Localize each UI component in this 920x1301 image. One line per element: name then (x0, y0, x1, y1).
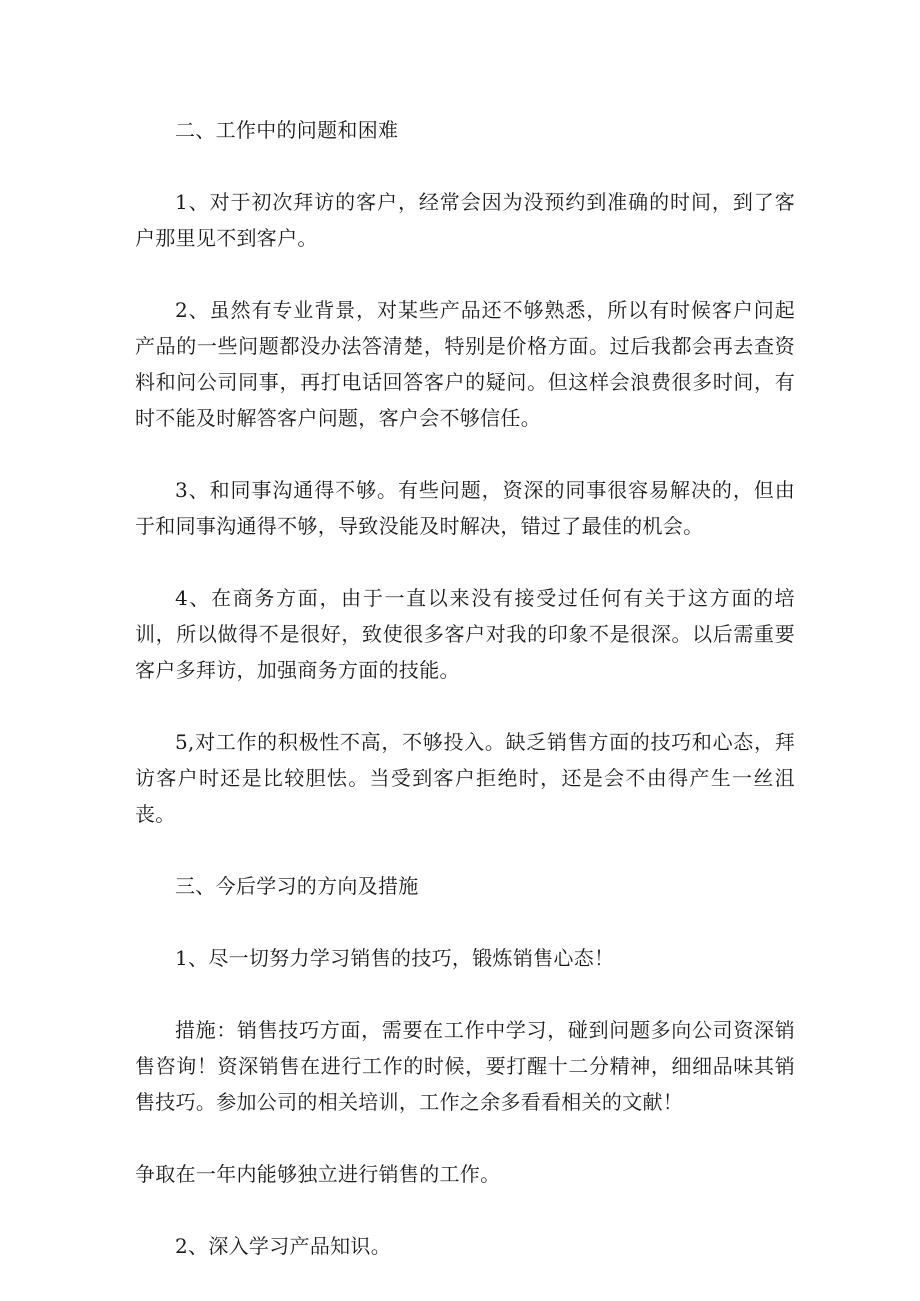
problem-item-1: 1、对于初次拜访的客户，经常会因为没预约到准确的时间，到了客户那里见不到客户。 (135, 190, 795, 250)
measures-paragraph: 措施：销售技巧方面，需要在工作中学习，碰到问题多向公司资深销售咨询！资深销售在进行工作的时候，要打醒十二分精神，细细品味其销售技巧。参加公司的相关培训，工作之余多看看相关的文献！ (135, 1018, 795, 1114)
problem-item-5: 5,对工作的积极性不高，不够投入。缺乏销售方面的技巧和心态，拜访客户时还是比较胆怯。当受到客户拒绝时，还是会不由得产生一丝沮丧。 (135, 730, 795, 826)
section-heading-learning: 三、今后学习的方向及措施 (175, 874, 419, 898)
learning-item-2: 2、深入学习产品知识。 (175, 1234, 392, 1258)
document-body (135, 112, 795, 1300)
problem-item-3: 3、和同事沟通得不够。有些问题，资深的同事很容易解决的，但由于和同事沟通得不够，导致没能及时解决，错过了最佳的机会。 (135, 478, 795, 538)
goal-paragraph: 争取在一年内能够独立进行销售的工作。 (135, 1162, 501, 1186)
problem-item-2: 2、虽然有专业背景，对某些产品还不够熟悉，所以有时候客户问起产品的一些问题都没办法答清楚，特别是价格方面。过后我都会再去查资料和问公司同事，再打电话回答客户的疑问。但这样会浪费很多时间，有时不能及时解答客户问题，客户会不够信任。 (135, 298, 795, 430)
problem-item-4: 4、在商务方面，由于一直以来没有接受过任何有关于这方面的培训，所以做得不是很好，致使很多客户对我的印象不是很深。以后需重要客户多拜访，加强商务方面的技能。 (135, 586, 795, 682)
learning-item-1: 1、尽一切努力学习销售的技巧，锻炼销售心态！ (175, 946, 615, 970)
section-heading-problems: 二、工作中的问题和困难 (175, 118, 399, 142)
